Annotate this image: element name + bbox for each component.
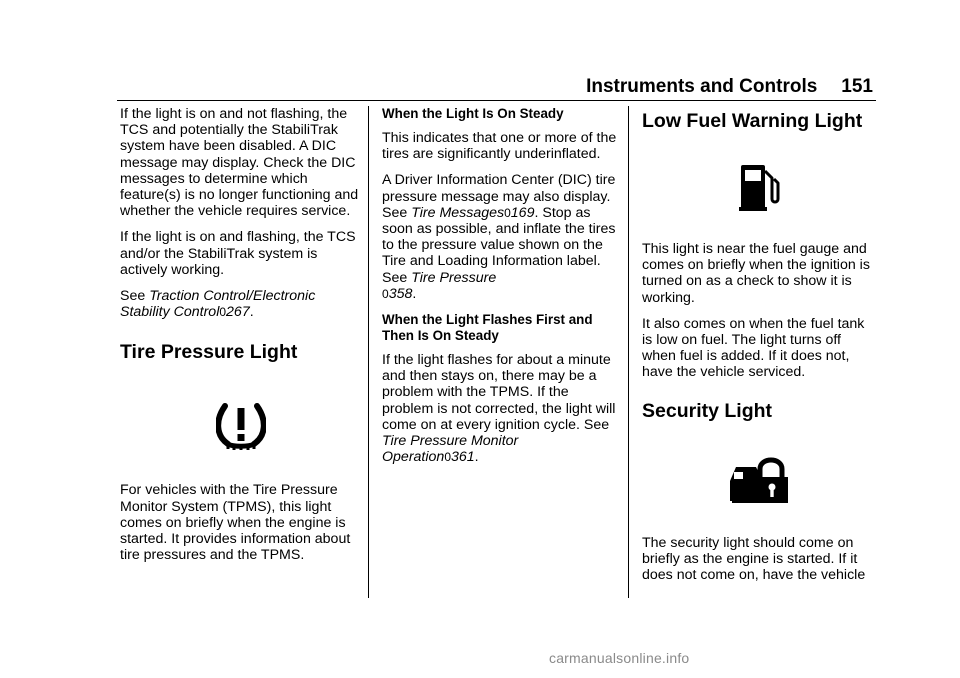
column-1 <box>120 106 360 573</box>
cross-reference-link[interactable]: Traction Control/Electronic Stability Control <box>120 288 316 321</box>
cross-reference-link[interactable]: Tire Messages <box>411 204 505 221</box>
paragraph: If the light is on and not flashing, the TCS and potentially the StabiliTrak system have been disabled. A DIC message may display. Check the DIC messages to determine which feature(s) is no longer functioning and whether the vehicle requires service. <box>120 106 359 220</box>
fuel-pump-icon <box>739 163 781 211</box>
cross-reference-paragraph: See Traction Control/Electronic Stability Control0267. <box>120 288 316 321</box>
cross-reference-paragraph: If the light flashes for about a minute and then stays on, there may be a problem with the TPMS. If the problem is not corrected, the light will come on at every ignition cycle. See Tire Pressure Monitor Operation0361. <box>382 352 616 466</box>
cross-reference-link[interactable]: Tire Pressure <box>411 269 497 286</box>
header-rule <box>117 100 876 101</box>
subsection-heading: When the Light Is On Steady <box>382 106 564 121</box>
watermark: carmanualsonline.info <box>549 650 690 666</box>
paragraph: The security light should come on briefly as the engine is started. If it does not come on, have the vehicle <box>642 534 866 584</box>
paragraph: It also comes on when the fuel tank is low on fuel. The light turns off when fuel is added. If it does not, have the vehicle serviced. <box>642 315 865 381</box>
column-3 <box>642 106 878 593</box>
page-ref-icon: 0 <box>504 205 511 220</box>
section-heading: Tire Pressure Light <box>120 341 298 364</box>
cross-reference-link[interactable]: Tire Pressure Monitor Operation <box>382 433 519 466</box>
subsection-heading: When the Light Flashes First and Then Is On Steady <box>382 312 593 344</box>
page-ref-icon: 0 <box>382 286 389 301</box>
page-header <box>0 76 873 98</box>
paragraph: If the light is on and flashing, the TCS and/or the StabiliTrak system is actively working. <box>120 229 356 278</box>
security-lock-icon <box>728 455 790 505</box>
paragraph: This indicates that one or more of the tires are significantly underinflated. <box>382 130 617 163</box>
column-divider-2 <box>628 106 629 598</box>
page-number: 151 <box>841 76 873 97</box>
page-ref-icon: 0 <box>444 450 451 465</box>
cross-reference-paragraph: A Driver Information Center (DIC) tire pressure message may also display. See Tire Messages0169. Stop as soon as possible, and inflate the tires to the pressure value shown on the Tire and Loading Information label. See Tire Pressure 0358. <box>382 172 616 302</box>
paragraph: For vehicles with the Tire Pressure Monitor System (TPMS), this light comes on briefly when the engine is started. It provides information about tire pressures and the TPMS. <box>120 482 351 564</box>
page-ref-number: 169 <box>510 204 535 221</box>
section-heading: Low Fuel Warning Light <box>642 110 863 132</box>
tire-pressure-warning-icon <box>216 402 266 450</box>
column-divider-1 <box>368 106 369 598</box>
page-ref-number: 267 <box>226 304 250 321</box>
page-ref-number: 358 <box>388 285 413 302</box>
paragraph: This light is near the fuel gauge and comes on briefly when the ignition is turned on as a check to show it is working. <box>642 241 870 306</box>
section-title: Instruments and Controls <box>586 76 818 97</box>
page-ref-number: 361 <box>451 449 475 466</box>
section-heading: Security Light <box>642 399 773 422</box>
column-2 <box>382 106 622 475</box>
page-ref-icon: 0 <box>219 305 227 320</box>
